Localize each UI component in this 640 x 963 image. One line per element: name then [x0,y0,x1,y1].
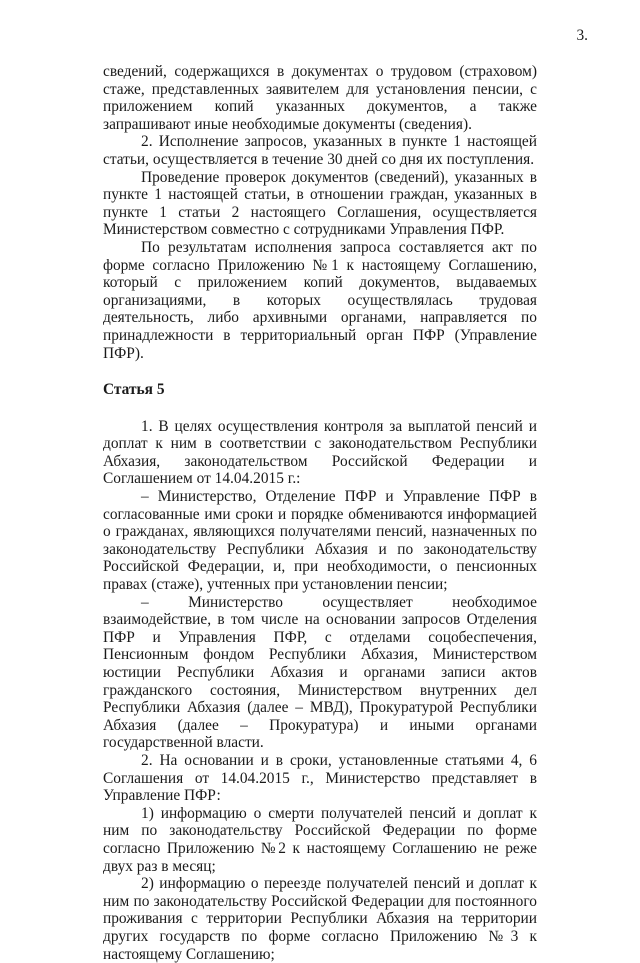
paragraph: 1) информацию о смерти получателей пенсий и доплат к ним по законодательству Российской Федерации по форме согласно Приложению №2 к настоящему Соглашению не реже двух раз в месяц; [103,804,537,875]
paragraph: сведений, содержащихся в документах о трудовом (страховом) стаже, представленных заявителем для установления пенсии, с приложением копий указанных документов, а также запрашивают иные необходимые документы (сведения). [103,63,537,133]
paragraph: 1. В целях осуществления контроля за выплатой пенсий и доплат к ним в соответствии с законодательством Республики Абхазия, законодательством Российской Федерации и Соглашением от 14.04.2015 г.: [103,417,537,488]
paragraph: Проведение проверок документов (сведений), указанных в пункте 1 настоящей статьи, в отношении граждан, указанных в пункте 1 статьи 2 настоящего Соглашения, осуществляется Министерством совместно с сотрудниками Управления ПФР. [103,168,537,239]
paragraph: – Министерство осуществляет необходимое взаимодействие, в том числе на основании запросов Отделения ПФР и Управления ПФР, с отделами соцобеспечения, Пенсионным фондом Республики Абхазия, Министерством юстиции Республики Абхазия и органами записи актов гражданского состояния, Министерством внутренних дел Республики Абхазия (далее – МВД), Прокуратурой Республики Абхазия (далее – Прокуратура) и иными органами государственной власти. [103,593,537,752]
paragraph: – Министерство, Отделение ПФР и Управление ПФР в согласованные ими сроки и порядке обмениваются информацией о гражданах, являющихся получателями пенсий, назначенных по законодательству Республики Абхазия и по законодательству Российской Федерации, и, при необходимости, о пенсионных правах (стаже), учтенных при установлении пенсии; [103,488,537,594]
paragraph: 2) информацию о переезде получателей пенсий и доплат к ним по законодательству Российской Федерации для постоянного проживания с территории Республики Абхазия на территории других государств по форме согласно Приложению №3 к настоящему Соглашению; [103,875,537,963]
article-heading: Статья 5 [103,381,165,399]
paragraph: 2. Исполнение запросов, указанных в пункте 1 настоящей статьи, осуществляется в течение 30 дней со дня их поступления. [103,133,537,168]
page-number: 3. [576,27,588,44]
document-body [103,63,537,963]
paragraph: По результатам исполнения запроса составляется акт по форме согласно Приложению №1 к настоящему Соглашению, который с приложением копий документов, выдаваемых организациями, в которых осуществлялась трудовая деятельность, либо архивными органами, направляется по принадлежности в территориальный орган ПФР (Управление ПФР). [103,238,537,362]
paragraph: 2. На основании и в сроки, установленные статьями 4, 6 Соглашения от 14.04.2015 г., Министерство представляет в Управление ПФР: [103,751,537,805]
